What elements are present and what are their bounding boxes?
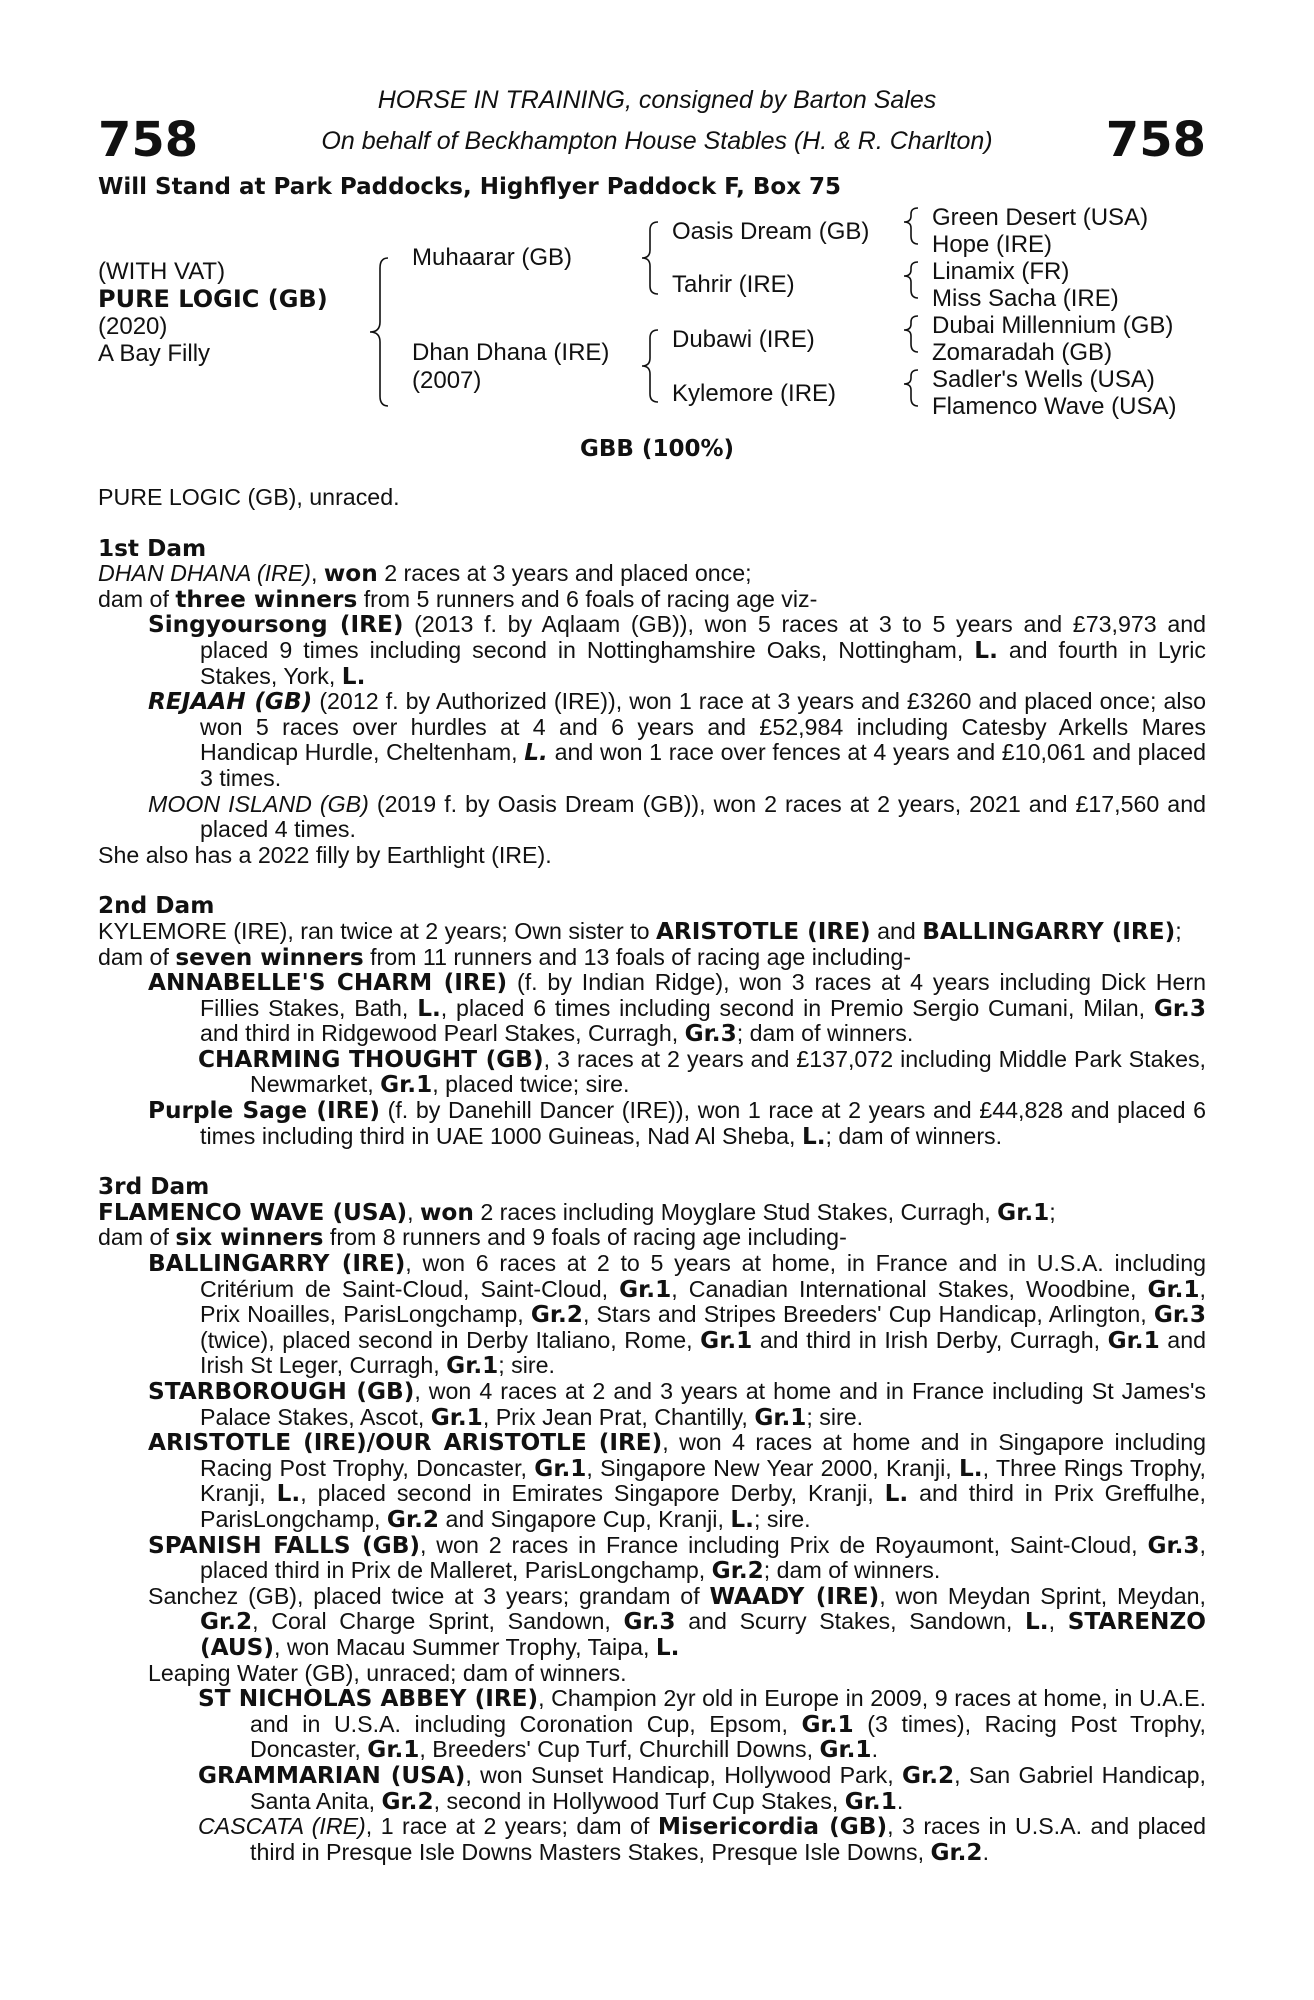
text-run: , placed third in Prix de Malleret, ParisLongchamp,: [200, 1531, 1206, 1584]
highlight-text: L.: [974, 636, 998, 664]
text-run: , Breeders' Cup Turf, Churchill Downs,: [419, 1736, 820, 1763]
text-run: ; dam of winners.: [763, 1557, 941, 1584]
entry-paragraph: [98, 1661, 1206, 1687]
text-run: (2012 f. by Authorized (IRE)), won 1 race at 3 years and £3260 and placed once; also won 5 races over hurdles at 4 and 6 years and £52,984 including Catesby Arkells Mares Handicap Hurdle, Cheltenham,: [200, 688, 1206, 766]
text-run: 2 races at 3 years and placed once;: [377, 560, 752, 587]
entry-paragraph: [98, 792, 1206, 843]
highlight-text: STARENZO (AUS): [200, 1608, 1206, 1661]
g3-2: Hope (IRE): [932, 231, 1053, 258]
entry-paragraph: [98, 945, 1206, 971]
text-run: , Prix Noailles, ParisLongchamp,: [200, 1275, 1206, 1328]
sire: Muhaarar (GB): [412, 244, 573, 271]
highlight-text: Gr.1: [1147, 1275, 1200, 1303]
text-run: ; sire.: [498, 1352, 555, 1379]
text-run: from 11 runners and 13 foals of racing age including-: [363, 943, 912, 970]
text-run: , won Meydan Sprint, Meydan,: [879, 1582, 1206, 1609]
highlight-text: Gr.2: [381, 1787, 434, 1815]
text-run: ,: [407, 1198, 421, 1225]
text-run: ,: [311, 560, 324, 587]
text-run: , San Gabriel Handicap, Santa Anita,: [250, 1761, 1206, 1814]
vat-note: (WITH VAT): [98, 258, 226, 285]
highlight-text: REJAAH (GB): [148, 688, 313, 716]
text-run: from 8 runners and 9 foals of racing age including-: [323, 1224, 847, 1251]
pedigree-braces: [0, 0, 1314, 460]
highlight-text: won: [323, 560, 378, 588]
highlight-text: Gr.1: [844, 1787, 897, 1815]
vendor-line: On behalf of Beckhampton House Stables (H. & R. Charlton): [321, 127, 993, 155]
highlight-text: Gr.3: [623, 1608, 676, 1636]
text-run: Sanchez (GB), placed twice at 3 years; grandam of: [148, 1582, 710, 1609]
highlight-text: Gr.1: [801, 1710, 854, 1738]
dam-sections: [98, 536, 1206, 1866]
highlight-text: seven winners: [175, 943, 364, 971]
highlight-text: CHARMING THOUGHT (GB): [198, 1045, 544, 1073]
highlight-text: Gr.1: [534, 1454, 587, 1482]
text-run: and Scurry Stakes, Sandown,: [675, 1608, 1025, 1635]
highlight-text: Gr.2: [902, 1761, 955, 1789]
text-run: 2 races including Moyglare Stud Stakes, Curragh,: [473, 1198, 998, 1225]
text-run: , won Sunset Handicap, Hollywood Park,: [465, 1761, 903, 1788]
race-record-summary: PURE LOGIC (GB), unraced.: [98, 484, 400, 510]
section-heading: 2nd Dam: [98, 892, 215, 920]
entry-paragraph: [98, 843, 1206, 869]
text-run: , 1 race at 2 years; dam of: [365, 1813, 658, 1840]
highlight-text: Misericordia (GB): [657, 1813, 888, 1841]
text-run: ;: [1175, 917, 1182, 944]
text-run: (2013 f. by Aqlaam (GB)), won 5 races at 3 to 5 years and £73,973 and placed 9 times including second in Nottinghamshire Oaks, Nottingham,: [200, 611, 1207, 663]
lot-number-left: 758: [98, 112, 199, 168]
g3-1: Green Desert (USA): [932, 204, 1149, 231]
highlight-text: Gr.1: [380, 1071, 433, 1099]
entry-paragraph: [98, 1584, 1206, 1661]
highlight-text: L.: [524, 739, 548, 767]
highlight-text: STARBOROUGH (GB): [148, 1378, 415, 1405]
horse-name: PURE LOGIC (GB): [98, 285, 328, 313]
text-run: and third in Irish Derby, Curragh,: [752, 1326, 1108, 1353]
highlight-text: Gr.2: [711, 1557, 764, 1585]
text-run: , won 4 races at 2 and 3 years at home and in France including St James's Palace Stakes, Ascot,: [200, 1378, 1206, 1430]
consignor-line: HORSE IN TRAINING, consigned by Barton Sales: [377, 86, 937, 114]
stand-location: Will Stand at Park Paddocks, Highflyer Paddock F, Box 75: [98, 174, 842, 200]
entry-paragraph: [98, 1047, 1206, 1098]
text-run: and third in Ridgewood Pearl Stakes, Curragh,: [200, 1020, 685, 1047]
highlight-text: Gr.2: [386, 1505, 440, 1533]
text-run: , Three Rings Trophy, Kranji,: [200, 1454, 1206, 1507]
text-run: , won 2 races in France including Prix de Royaumont, Saint-Cloud,: [419, 1531, 1148, 1558]
g3-4: Miss Sacha (IRE): [932, 285, 1119, 312]
text-run: , Singapore New Year 2000, Kranji,: [586, 1454, 959, 1481]
highlight-text: Gr.1: [700, 1326, 753, 1354]
entry-paragraph: [98, 970, 1206, 1047]
highlight-text: Gr.1: [430, 1403, 483, 1431]
highlight-text: WAADY (IRE): [709, 1582, 880, 1610]
highlight-text: L.: [958, 1454, 983, 1482]
highlight-text: BALLINGARRY (IRE): [922, 917, 1176, 945]
highlight-text: Gr.1: [367, 1736, 420, 1764]
g3-6: Zomaradah (GB): [932, 339, 1113, 366]
text-run: ; dam of winners.: [825, 1122, 1003, 1149]
highlight-text: SPANISH FALLS (GB): [148, 1531, 420, 1559]
entry-paragraph: [98, 1200, 1206, 1226]
text-run: , placed twice; sire.: [432, 1071, 630, 1098]
g3-3: Linamix (FR): [932, 258, 1070, 285]
text-run: (f. by Indian Ridge), won 3 races at 4 years including Dick Hern Fillies Stakes, Bath,: [200, 969, 1206, 1021]
g3-8: Flamenco Wave (USA): [932, 393, 1177, 420]
highlight-text: Gr.3: [684, 1020, 737, 1048]
text-run: ; dam of winners.: [736, 1020, 914, 1047]
highlight-text: ARISTOTLE (IRE)/OUR ARISTOTLE (IRE): [148, 1429, 663, 1457]
text-run: , Coral Charge Sprint, Sandown,: [252, 1608, 624, 1635]
text-run: , placed 6 times including second in Premio Sergio Cumani, Milan,: [440, 994, 1154, 1021]
text-run: .: [982, 1838, 990, 1865]
highlight-text: L.: [341, 662, 366, 690]
entry-paragraph: [98, 1430, 1206, 1532]
highlight-text: Gr.1: [754, 1403, 807, 1431]
highlight-text: L.: [417, 994, 441, 1022]
text-run: (twice), placed second in Derby Italiano, Rome,: [200, 1326, 701, 1353]
entry-paragraph: [98, 1533, 1206, 1584]
horse-description: A Bay Filly: [98, 340, 211, 367]
text-run: and third in Prix Greffulhe, ParisLongchamp,: [200, 1480, 1206, 1532]
highlight-text: L.: [884, 1480, 909, 1508]
highlight-text: Gr.3: [1147, 1531, 1200, 1559]
highlight-text: Gr.2: [930, 1838, 983, 1866]
text-run: and Irish St Leger, Curragh,: [200, 1326, 1206, 1379]
highlight-text: DHAN DHANA (IRE): [98, 560, 311, 587]
entry-paragraph: [98, 1686, 1206, 1763]
g3-5: Dubai Millennium (GB): [932, 312, 1174, 339]
text-run: , placed second in Emirates Singapore Derby, Kranji,: [300, 1480, 885, 1507]
highlight-text: FLAMENCO WAVE (USA): [98, 1198, 408, 1226]
highlight-text: L.: [276, 1480, 301, 1508]
g3-7: Sadler's Wells (USA): [932, 366, 1155, 393]
text-run: and Singapore Cup, Kranji,: [439, 1505, 731, 1532]
highlight-text: BALLINGARRY (IRE): [148, 1250, 406, 1278]
text-run: and fourth in Lyric Stakes, York,: [200, 636, 1206, 689]
section-heading: 1st Dam: [98, 534, 207, 562]
text-run: , Canadian International Stakes, Woodbine,: [671, 1275, 1148, 1302]
text-run: , won 6 races at 2 to 5 years at home, in France and in U.S.A. including Critérium de Saint-Cloud, Saint-Cloud,: [200, 1250, 1206, 1302]
text-run: dam of: [98, 585, 176, 612]
text-run: , Champion 2yr old in Europe in 2009, 9 races at home, in U.A.E. and in U.S.A. including Coronation Cup, Epsom,: [250, 1685, 1207, 1737]
entry-paragraph: [98, 1763, 1206, 1814]
sire-dam: Tahrir (IRE): [672, 271, 795, 298]
catalogue-body: [98, 485, 1206, 1865]
text-run: , 3 races in U.S.A. and placed third in Presque Isle Downs Masters Stakes, Presque Isle Downs,: [250, 1813, 1206, 1865]
entry-paragraph: [98, 1225, 1206, 1251]
lot-number-right: 758: [1105, 112, 1206, 168]
text-run: , 3 races at 2 years and £137,072 including Middle Park Stakes, Newmarket,: [250, 1045, 1207, 1098]
highlight-text: Gr.1: [819, 1736, 872, 1764]
entry-paragraph: [98, 1379, 1206, 1430]
entry-paragraph: [98, 1098, 1206, 1149]
text-run: , second in Hollywood Turf Cup Stakes,: [433, 1787, 845, 1814]
text-run: (3 times), Racing Post Trophy, Doncaster,: [250, 1710, 1206, 1763]
highlight-text: ST NICHOLAS ABBEY (IRE): [198, 1685, 539, 1713]
foaling-year: (2020): [98, 313, 168, 340]
highlight-text: L.: [730, 1505, 754, 1533]
dam-dam: Kylemore (IRE): [672, 380, 837, 407]
entry-paragraph: [98, 1251, 1206, 1379]
entry-paragraph: [98, 1814, 1206, 1865]
text-run: Leaping Water (GB), unraced; dam of winners.: [148, 1659, 627, 1686]
entry-paragraph: [98, 612, 1206, 689]
text-run: ;: [1049, 1198, 1056, 1225]
highlight-text: L.: [801, 1122, 826, 1150]
highlight-text: Gr.1: [446, 1352, 499, 1380]
text-run: and won 1 race over fences at 4 years and £10,061 and placed 3 times.: [200, 739, 1207, 791]
text-run: (2019 f. by Oasis Dream (GB)), won 2 races at 2 years, 2021 and £17,560 and placed 4 times.: [200, 790, 1206, 843]
text-run: , won Macau Summer Trophy, Taipa,: [273, 1633, 656, 1660]
text-run: (f. by Danehill Dancer (IRE)), won 1 race at 2 years and £44,828 and placed 6 times including third in UAE 1000 Guineas, Nad Al Sheba,: [200, 1097, 1207, 1149]
highlight-text: Gr.1: [997, 1198, 1050, 1226]
text-run: ; sire.: [806, 1403, 864, 1430]
highlight-text: L.: [655, 1633, 680, 1661]
dam: Dhan Dhana (IRE): [412, 339, 610, 366]
text-run: She also has a 2022 filly by Earthlight (IRE).: [98, 841, 552, 868]
entry-paragraph: [98, 561, 1206, 587]
text-run: , Prix Jean Prat, Chantilly,: [482, 1403, 755, 1430]
text-run: .: [871, 1736, 879, 1763]
highlight-text: GRAMMARIAN (USA): [198, 1761, 466, 1789]
highlight-text: Gr.2: [200, 1608, 253, 1636]
highlight-text: Gr.3: [1153, 994, 1206, 1022]
gbb-rating: GBB (100%): [579, 436, 735, 462]
text-run: from 5 runners and 6 foals of racing age viz-: [357, 585, 818, 612]
highlight-text: Gr.1: [1107, 1326, 1160, 1354]
highlight-text: six winners: [175, 1224, 324, 1252]
highlight-text: Gr.2: [530, 1301, 583, 1329]
section-heading: 3rd Dam: [98, 1173, 210, 1201]
text-run: and: [870, 917, 923, 944]
text-run: , won 4 races at home and in Singapore including Racing Post Trophy, Doncaster,: [200, 1429, 1206, 1481]
dam-year: (2007): [412, 367, 482, 394]
dam-sire: Dubawi (IRE): [672, 326, 815, 353]
text-run: dam of: [98, 943, 176, 970]
text-run: KYLEMORE (IRE), ran twice at 2 years; Own sister to: [98, 917, 656, 944]
entry-paragraph: [98, 919, 1206, 945]
highlight-text: Purple Sage (IRE): [148, 1097, 380, 1125]
highlight-text: L.: [1025, 1608, 1049, 1636]
text-run: , Stars and Stripes Breeders' Cup Handicap, Arlington,: [582, 1301, 1154, 1328]
highlight-text: won: [420, 1198, 474, 1226]
text-run: ; sire.: [753, 1505, 811, 1532]
text-run: .: [896, 1787, 904, 1814]
highlight-text: three winners: [175, 585, 358, 613]
highlight-text: MOON ISLAND (GB): [148, 790, 369, 817]
highlight-text: ARISTOTLE (IRE): [655, 917, 871, 945]
highlight-text: Singyoursong (IRE): [148, 611, 404, 639]
highlight-text: Gr.1: [619, 1275, 672, 1303]
entry-paragraph: [98, 587, 1206, 613]
text-run: ,: [1048, 1608, 1068, 1635]
highlight-text: ANNABELLE'S CHARM (IRE): [148, 969, 508, 997]
highlight-text: Gr.3: [1153, 1301, 1206, 1329]
sire-sire: Oasis Dream (GB): [672, 218, 870, 245]
entry-paragraph: [98, 689, 1206, 791]
highlight-text: CASCATA (IRE): [198, 1813, 366, 1840]
text-run: dam of: [98, 1224, 176, 1251]
